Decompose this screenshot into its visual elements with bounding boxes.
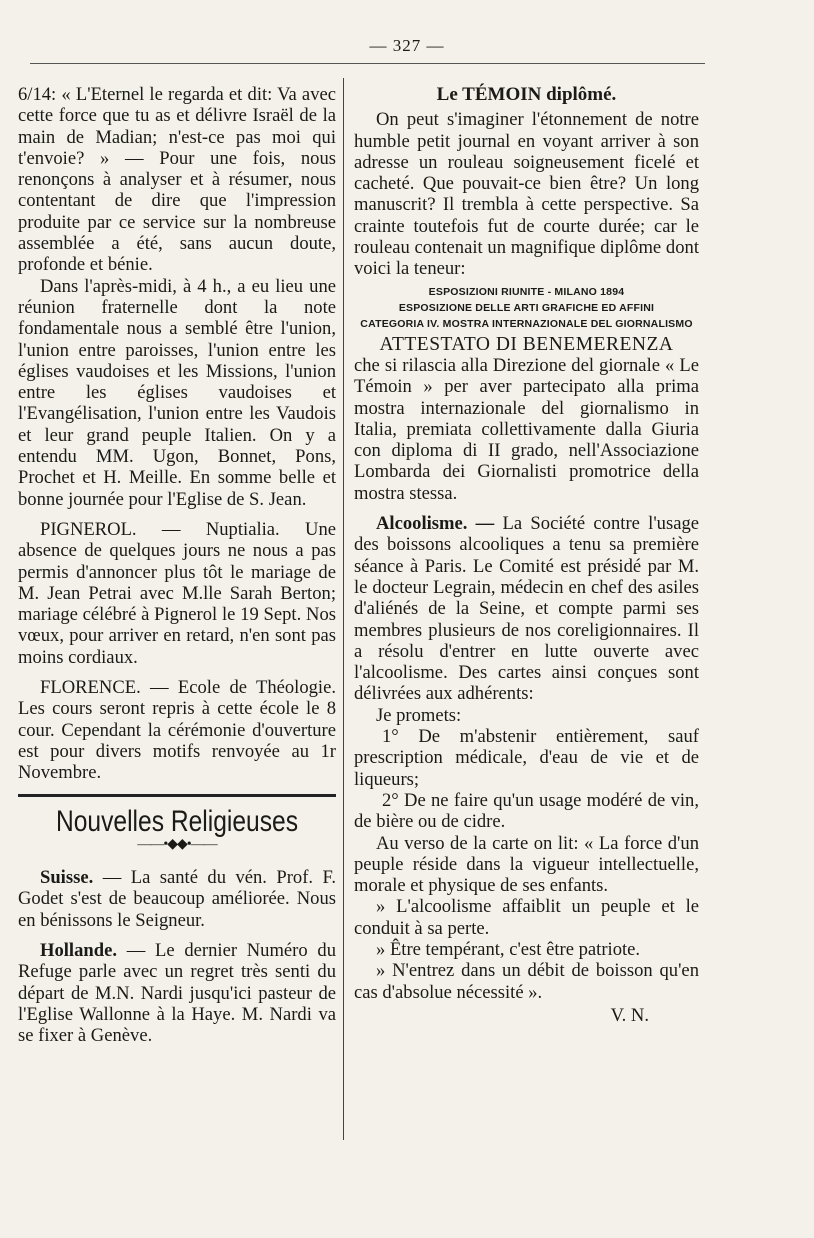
promise-2: 2° De ne faire qu'un usage modéré de vin, de bière ou de cidre. bbox=[354, 789, 699, 833]
alcoolisme-article bbox=[354, 513, 699, 705]
pignerol-text: Une absence de quelques jours ne nous a pas permis d'annoncer plus tôt le mariage de M. Jean Petrai avec M.lle Sarah Berton; mariage célébré à Pignerol le 19 Sept. Nos vœux, pour arriver en retard, n'en sont pas moins cordiaux. bbox=[18, 518, 337, 668]
alcoolisme-lead: Alcoolisme. — bbox=[376, 513, 495, 535]
promise-1: 1° De m'abstenir entièrement, sauf prescription médicale, d'eau de vie et de liqueurs; bbox=[354, 726, 699, 790]
header-rule bbox=[30, 63, 705, 64]
pignerol-lead: PIGNEROL. — Nuptialia. bbox=[40, 518, 280, 540]
signature: V. N. bbox=[610, 1004, 649, 1026]
diploma-header bbox=[354, 284, 699, 332]
left-paragraph-1: 6/14: « L'Eternel le regarda et dit: Va avec cette force que tu as et délivre Israël de la main de Madian; n'est-ce pas moi qui t'envoie? » — Pour une fois, nous renonçons à analyser et à résumer, nous contentant de dire que l'impression produite par ce service sur la nombreuse assemblée a été, sans aucun doute, profonde et bénie. bbox=[18, 84, 336, 276]
temoin-paragraph: On peut s'imaginer l'étonnement de notre humble petit journal en voyant arriver à son adresse un rouleau soigneusement ficelé et cacheté. Que pouvait-ce bien être? Un long manuscrit? Il trembla à cette perspective. Sa crainte toutefois fut de courte durée; car le rouleau contenait un magnifique diplôme dont voici la teneur: bbox=[354, 109, 699, 280]
quote-3: » N'entrez dans un débit de boisson qu'en cas d'absolue nécessité ». bbox=[354, 960, 699, 1003]
attestato-title: ATTESTATO DI BENEMERENZA bbox=[379, 333, 674, 355]
hollande-text: — Le dernier Numéro du Refuge parle avec un regret très senti du départ de M.N. Nardi jusqu'ici pasteur de l'Eglise Wallonne à la Haye. M. Nardi va se fixer à Genève. bbox=[18, 939, 336, 1047]
quote-1: » L'alcoolisme affaiblit un peuple et le conduit à sa perte. bbox=[354, 896, 699, 939]
suisse-article bbox=[18, 867, 336, 931]
diploma-line-1: ESPOSIZIONI RIUNITE - MILANO 1894 bbox=[428, 285, 625, 298]
diploma-line-2: ESPOSIZIONE DELLE ARTI GRAFICHE ED AFFINI bbox=[398, 301, 655, 314]
diploma-line-3: CATEGORIA IV. MOSTRA INTERNAZIONALE DEL GIORNALISMO bbox=[360, 317, 693, 330]
ornament-divider: ——•◆◆•—— bbox=[137, 836, 217, 852]
florence-lead: FLORENCE. — Ecole de Théologie. bbox=[40, 677, 336, 699]
hollande-article bbox=[18, 940, 336, 1046]
column-divider bbox=[343, 78, 344, 1140]
page-number: — 327 — bbox=[369, 36, 445, 55]
section-title: Nouvelles Religieuses bbox=[55, 804, 299, 838]
left-paragraph-2: Dans l'après-midi, à 4 h., a eu lieu une réunion fraternelle dont la note fondamentale nous a semblé être l'union, l'union entre paroisses, l'union entre les églises vaudoises et les Missions, l'union entre les églises vaudoises et l'Evangélisation, l'union entre les Vaudois et leur grand peuple Italien. On y a entendu MM. Ugon, Bonnet, Pons, Prochet et H. Meille. En somme belle et bonne journée pour l'Eglise de S. Jean. bbox=[18, 275, 336, 510]
hollande-lead: Hollande. bbox=[40, 939, 117, 961]
suisse-text: — La santé du vén. Prof. F. Godet s'est de beaucoup améliorée. Nous en bénissons le Seigneur. bbox=[18, 867, 336, 931]
florence-article bbox=[18, 677, 336, 783]
section-rule bbox=[18, 794, 336, 797]
quote-2: » Être tempérant, c'est être patriote. bbox=[376, 938, 641, 960]
article-heading: Le TÉMOIN diplômé. bbox=[436, 84, 617, 105]
suisse-lead: Suisse. bbox=[40, 867, 94, 889]
verso-text: Au verso de la carte on lit: « La force d'un peuple réside dans la vigueur intellectuelle, morale et physique de ses enfants. bbox=[354, 832, 699, 897]
florence-text: Les cours seront repris à cette école le 8 cour. Cependant la cérémonie d'ouverture est pour divers motifs renvoyée au 1r Novembre. bbox=[18, 698, 336, 784]
pignerol-article bbox=[18, 519, 336, 668]
alcoolisme-text: La Société contre l'usage des boissons alcooliques a tenu sa première séance à Paris. Le Comité est présidé par M. le docteur Legrain, médecin en chef des asiles d'aliénés de la Seine, et compte parmi ses membres plusieurs de nos coreligionnaires. Il a résolu d'entrer en lutte ouverte avec l'alcoolisme. Des cartes ainsi conçues sont délivrées aux adhérents: bbox=[354, 513, 700, 705]
left-column bbox=[18, 84, 336, 1046]
promise-intro: Je promets: bbox=[376, 704, 462, 726]
diploma-text: che si rilascia alla Direzione del giornale « Le Témoin » per aver partecipato alla prima mostra internazionale del giornalismo in Italia, premiata collettivamente dalla Giuria con diploma di II grado, nell'Associazione Lombarda dei Giornalisti promotrice della mostra stessa. bbox=[354, 354, 699, 504]
right-column bbox=[354, 84, 699, 1026]
